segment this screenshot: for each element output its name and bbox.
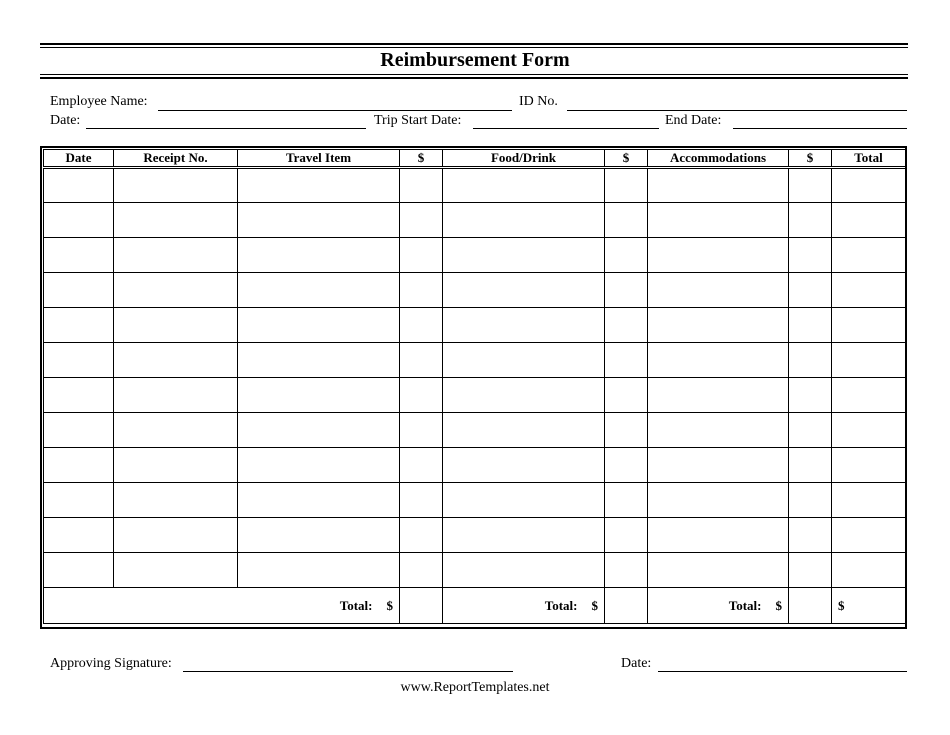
end-date-label: End Date: bbox=[665, 113, 722, 128]
cell-total[interactable] bbox=[832, 238, 906, 273]
cell-travel-amount[interactable] bbox=[400, 483, 443, 518]
cell-travel-item[interactable] bbox=[238, 518, 400, 553]
cell-accommodations[interactable] bbox=[648, 308, 789, 343]
cell-food-drink[interactable] bbox=[443, 168, 605, 203]
cell-total[interactable] bbox=[832, 343, 906, 378]
cell-accommodations-amount[interactable] bbox=[789, 553, 832, 588]
cell-total[interactable] bbox=[832, 203, 906, 238]
cell-date[interactable] bbox=[44, 553, 114, 588]
cell-travel-amount[interactable] bbox=[400, 518, 443, 553]
cell-travel-amount[interactable] bbox=[400, 378, 443, 413]
employee-name-label: Employee Name: bbox=[50, 94, 148, 109]
cell-date[interactable] bbox=[44, 168, 114, 203]
header-travel-amount: $ bbox=[400, 150, 443, 168]
table-row bbox=[44, 448, 906, 483]
cell-receipt-no[interactable] bbox=[114, 483, 238, 518]
end-date-field[interactable] bbox=[733, 128, 907, 129]
cell-total[interactable] bbox=[832, 378, 906, 413]
cell-accommodations[interactable] bbox=[648, 238, 789, 273]
cell-accommodations-amount[interactable] bbox=[789, 308, 832, 343]
cell-receipt-no[interactable] bbox=[114, 168, 238, 203]
title-rule bbox=[40, 77, 908, 79]
cell-receipt-no[interactable] bbox=[114, 273, 238, 308]
cell-date[interactable] bbox=[44, 448, 114, 483]
cell-accommodations[interactable] bbox=[648, 343, 789, 378]
cell-date[interactable] bbox=[44, 308, 114, 343]
grand-total-currency: $ bbox=[838, 597, 845, 613]
cell-travel-amount[interactable] bbox=[400, 203, 443, 238]
cell-accommodations-amount[interactable] bbox=[789, 518, 832, 553]
footer-website: www.ReportTemplates.net bbox=[400, 680, 550, 695]
table-row bbox=[44, 518, 906, 553]
cell-travel-item[interactable] bbox=[238, 378, 400, 413]
table-row bbox=[44, 413, 906, 448]
signature-date-label: Date: bbox=[621, 656, 652, 671]
table-row bbox=[44, 273, 906, 308]
cell-total[interactable] bbox=[832, 413, 906, 448]
cell-food-amount[interactable] bbox=[605, 413, 648, 448]
cell-food-drink[interactable] bbox=[443, 378, 605, 413]
cell-accommodations[interactable] bbox=[648, 168, 789, 203]
accommodations-total-currency: $ bbox=[775, 597, 782, 613]
cell-travel-amount[interactable] bbox=[400, 343, 443, 378]
cell-receipt-no[interactable] bbox=[114, 308, 238, 343]
cell-accommodations-amount[interactable] bbox=[789, 448, 832, 483]
header-date: Date bbox=[44, 150, 114, 168]
cell-food-drink[interactable] bbox=[443, 518, 605, 553]
date-field[interactable] bbox=[86, 128, 366, 129]
cell-receipt-no[interactable] bbox=[114, 448, 238, 483]
cell-accommodations[interactable] bbox=[648, 203, 789, 238]
totals-row bbox=[44, 588, 906, 624]
travel-total-label: Total: bbox=[339, 597, 373, 613]
cell-travel-amount[interactable] bbox=[400, 413, 443, 448]
cell-travel-item[interactable] bbox=[238, 308, 400, 343]
cell-receipt-no[interactable] bbox=[114, 378, 238, 413]
cell-date[interactable] bbox=[44, 203, 114, 238]
table-row bbox=[44, 308, 906, 343]
page-title: Reimbursement Form bbox=[380, 49, 570, 71]
cell-food-drink[interactable] bbox=[443, 553, 605, 588]
trip-start-field[interactable] bbox=[473, 128, 659, 129]
cell-food-drink[interactable] bbox=[443, 273, 605, 308]
employee-name-field[interactable] bbox=[158, 110, 512, 111]
signature-date-field[interactable] bbox=[658, 671, 907, 672]
cell-receipt-no[interactable] bbox=[114, 413, 238, 448]
travel-total-value[interactable] bbox=[400, 588, 443, 624]
cell-accommodations-amount[interactable] bbox=[789, 343, 832, 378]
cell-food-drink[interactable] bbox=[443, 343, 605, 378]
cell-travel-item[interactable] bbox=[238, 168, 400, 203]
id-no-field[interactable] bbox=[567, 110, 907, 111]
cell-date[interactable] bbox=[44, 378, 114, 413]
cell-date[interactable] bbox=[44, 483, 114, 518]
table-row bbox=[44, 238, 906, 273]
cell-food-amount[interactable] bbox=[605, 553, 648, 588]
travel-total-label-cell bbox=[44, 588, 400, 624]
cell-travel-amount[interactable] bbox=[400, 273, 443, 308]
table-row bbox=[44, 553, 906, 588]
table-row bbox=[44, 483, 906, 518]
cell-accommodations-amount[interactable] bbox=[789, 483, 832, 518]
table-row bbox=[44, 378, 906, 413]
cell-total[interactable] bbox=[832, 448, 906, 483]
cell-total[interactable] bbox=[832, 483, 906, 518]
cell-date[interactable] bbox=[44, 238, 114, 273]
cell-accommodations-amount[interactable] bbox=[789, 168, 832, 203]
cell-travel-item[interactable] bbox=[238, 203, 400, 238]
cell-receipt-no[interactable] bbox=[114, 553, 238, 588]
accommodations-total-label: Total: bbox=[728, 597, 762, 613]
approving-signature-label: Approving Signature: bbox=[50, 656, 172, 671]
cell-travel-item[interactable] bbox=[238, 413, 400, 448]
cell-accommodations[interactable] bbox=[648, 483, 789, 518]
header-food-drink: Food/Drink bbox=[443, 150, 605, 168]
header-accommodations-amount: $ bbox=[789, 150, 832, 168]
title-rule-thin bbox=[40, 74, 908, 75]
grand-total-value[interactable] bbox=[832, 588, 906, 624]
cell-total[interactable] bbox=[832, 553, 906, 588]
cell-accommodations[interactable] bbox=[648, 448, 789, 483]
cell-accommodations[interactable] bbox=[648, 518, 789, 553]
food-total-value[interactable] bbox=[605, 588, 648, 624]
cell-food-amount[interactable] bbox=[605, 238, 648, 273]
accommodations-total-value[interactable] bbox=[789, 588, 832, 624]
cell-total[interactable] bbox=[832, 308, 906, 343]
top-rule bbox=[40, 43, 908, 45]
cell-food-amount[interactable] bbox=[605, 518, 648, 553]
cell-travel-amount[interactable] bbox=[400, 553, 443, 588]
cell-date[interactable] bbox=[44, 518, 114, 553]
cell-date[interactable] bbox=[44, 413, 114, 448]
food-total-currency: $ bbox=[591, 597, 598, 613]
accommodations-total-label-cell bbox=[648, 588, 789, 624]
cell-total[interactable] bbox=[832, 273, 906, 308]
expense-table bbox=[43, 149, 906, 624]
trip-start-label: Trip Start Date: bbox=[374, 113, 462, 128]
cell-accommodations-amount[interactable] bbox=[789, 238, 832, 273]
header-food-amount: $ bbox=[605, 150, 648, 168]
header-total: Total bbox=[832, 150, 906, 168]
cell-accommodations[interactable] bbox=[648, 273, 789, 308]
cell-food-amount[interactable] bbox=[605, 448, 648, 483]
cell-accommodations-amount[interactable] bbox=[789, 413, 832, 448]
cell-food-amount[interactable] bbox=[605, 483, 648, 518]
date-label: Date: bbox=[50, 113, 81, 128]
id-no-label: ID No. bbox=[519, 94, 558, 109]
cell-date[interactable] bbox=[44, 343, 114, 378]
cell-food-amount[interactable] bbox=[605, 343, 648, 378]
top-rule-thin bbox=[40, 47, 908, 48]
header-receipt-no: Receipt No. bbox=[114, 150, 238, 168]
cell-food-drink[interactable] bbox=[443, 238, 605, 273]
cell-travel-item[interactable] bbox=[238, 238, 400, 273]
cell-travel-item[interactable] bbox=[238, 483, 400, 518]
cell-food-drink[interactable] bbox=[443, 448, 605, 483]
cell-food-amount[interactable] bbox=[605, 168, 648, 203]
cell-accommodations-amount[interactable] bbox=[789, 273, 832, 308]
cell-total[interactable] bbox=[832, 168, 906, 203]
cell-travel-amount[interactable] bbox=[400, 308, 443, 343]
table-row bbox=[44, 343, 906, 378]
cell-travel-amount[interactable] bbox=[400, 238, 443, 273]
cell-accommodations-amount[interactable] bbox=[789, 203, 832, 238]
cell-food-amount[interactable] bbox=[605, 308, 648, 343]
cell-food-drink[interactable] bbox=[443, 308, 605, 343]
cell-receipt-no[interactable] bbox=[114, 518, 238, 553]
cell-travel-amount[interactable] bbox=[400, 448, 443, 483]
cell-accommodations[interactable] bbox=[648, 413, 789, 448]
cell-total[interactable] bbox=[832, 518, 906, 553]
cell-travel-item[interactable] bbox=[238, 273, 400, 308]
cell-travel-item[interactable] bbox=[238, 553, 400, 588]
cell-receipt-no[interactable] bbox=[114, 238, 238, 273]
cell-receipt-no[interactable] bbox=[114, 203, 238, 238]
cell-food-drink[interactable] bbox=[443, 203, 605, 238]
table-header-row bbox=[44, 150, 906, 168]
header-accommodations: Accommodations bbox=[648, 150, 789, 168]
table-row bbox=[44, 168, 906, 203]
approving-signature-field[interactable] bbox=[183, 671, 513, 672]
food-total-label-cell bbox=[443, 588, 605, 624]
food-total-label: Total: bbox=[544, 597, 578, 613]
travel-total-currency: $ bbox=[386, 597, 393, 613]
cell-travel-item[interactable] bbox=[238, 343, 400, 378]
cell-food-amount[interactable] bbox=[605, 273, 648, 308]
cell-food-drink[interactable] bbox=[443, 483, 605, 518]
cell-date[interactable] bbox=[44, 273, 114, 308]
cell-accommodations[interactable] bbox=[648, 553, 789, 588]
cell-food-amount[interactable] bbox=[605, 203, 648, 238]
cell-accommodations[interactable] bbox=[648, 378, 789, 413]
cell-travel-amount[interactable] bbox=[400, 168, 443, 203]
cell-food-amount[interactable] bbox=[605, 378, 648, 413]
cell-accommodations-amount[interactable] bbox=[789, 378, 832, 413]
cell-travel-item[interactable] bbox=[238, 448, 400, 483]
cell-food-drink[interactable] bbox=[443, 413, 605, 448]
table-row bbox=[44, 203, 906, 238]
header-travel-item: Travel Item bbox=[238, 150, 400, 168]
cell-receipt-no[interactable] bbox=[114, 343, 238, 378]
